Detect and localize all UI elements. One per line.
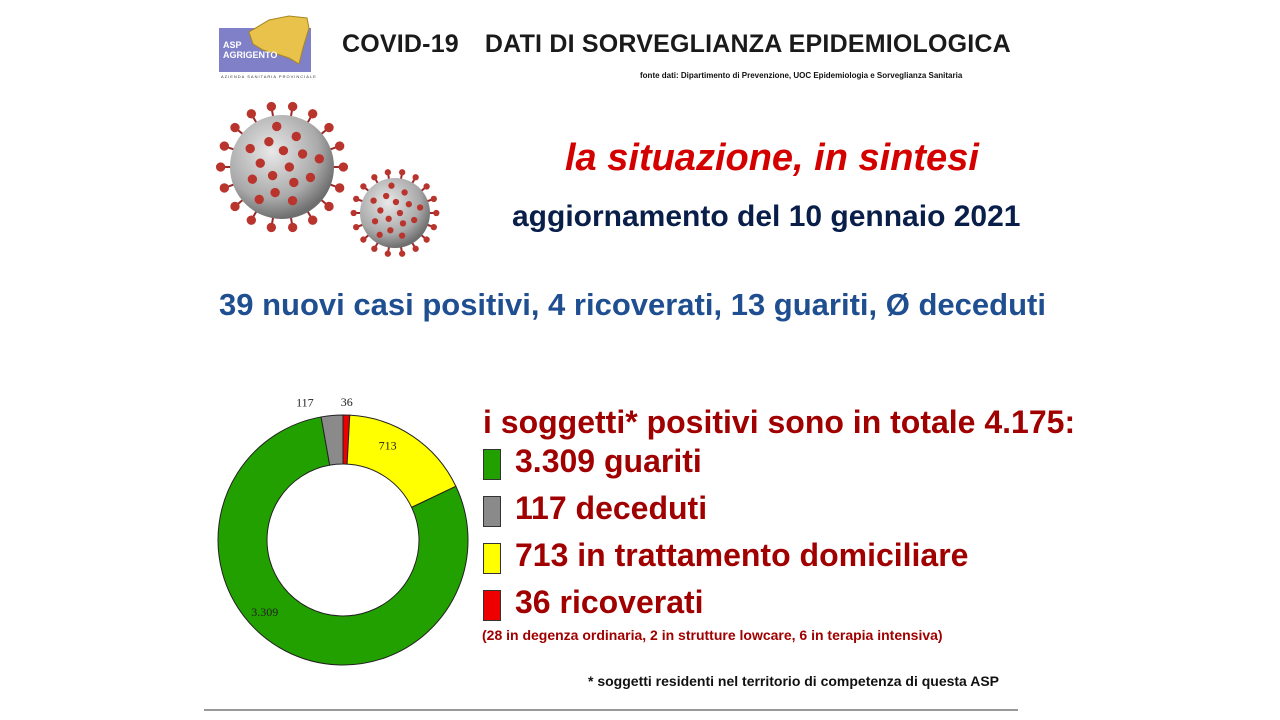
legend-label: 713 in trattamento domiciliare	[515, 537, 969, 573]
legend-swatch	[483, 590, 501, 621]
donut-slice-1	[347, 415, 456, 507]
logo-text	[223, 40, 277, 60]
legend-label: 117 deceduti	[515, 490, 708, 526]
donut-chart	[210, 365, 480, 695]
title-main: DATI DI SORVEGLIANZA EPIDEMIOLOGICA	[484, 30, 1011, 58]
coronavirus-illustration-icon	[215, 95, 445, 270]
donut-label-1: 713	[378, 438, 397, 453]
total-positive-line: i soggetti* positivi sono in totale 4.175:	[483, 404, 1076, 440]
legend-label: 36 ricoverati	[515, 584, 704, 620]
logo-line2: AGRIGENTO	[223, 50, 278, 60]
logo-tagline: AZIENDA SANITARIA PROVINCIALE	[221, 74, 317, 79]
daily-summary: 39 nuovi casi positivi, 4 ricoverati, 13 guariti, Ø deceduti	[219, 287, 1046, 322]
legend-swatch	[483, 543, 501, 574]
donut-label-3: 117	[296, 395, 314, 410]
logo-line1: ASP	[223, 40, 242, 50]
update-date: aggiornamento del 10 gennaio 2021	[512, 200, 1021, 233]
data-source-note: fonte dati: Dipartimento di Prevenzione, UOC Epidemiologia e Sorveglianza Sanitaria	[640, 71, 963, 80]
divider	[204, 709, 1018, 711]
donut-label-0: 36	[340, 395, 353, 410]
title-covid: COVID-19	[342, 30, 459, 58]
page-title	[342, 30, 1011, 59]
legend-swatch	[483, 449, 501, 480]
hospitalized-detail: (28 in degenza ordinaria, 2 in strutture lowcare, 6 in terapia intensiva)	[482, 627, 943, 643]
legend-swatch	[483, 496, 501, 527]
legend-label: 3.309 guariti	[515, 443, 702, 479]
footnote: * soggetti residenti nel territorio di competenza di questa ASP	[588, 673, 999, 689]
asp-logo	[219, 14, 317, 86]
donut-label-2: 3.309	[251, 605, 279, 620]
headline: la situazione, in sintesi	[565, 137, 979, 179]
